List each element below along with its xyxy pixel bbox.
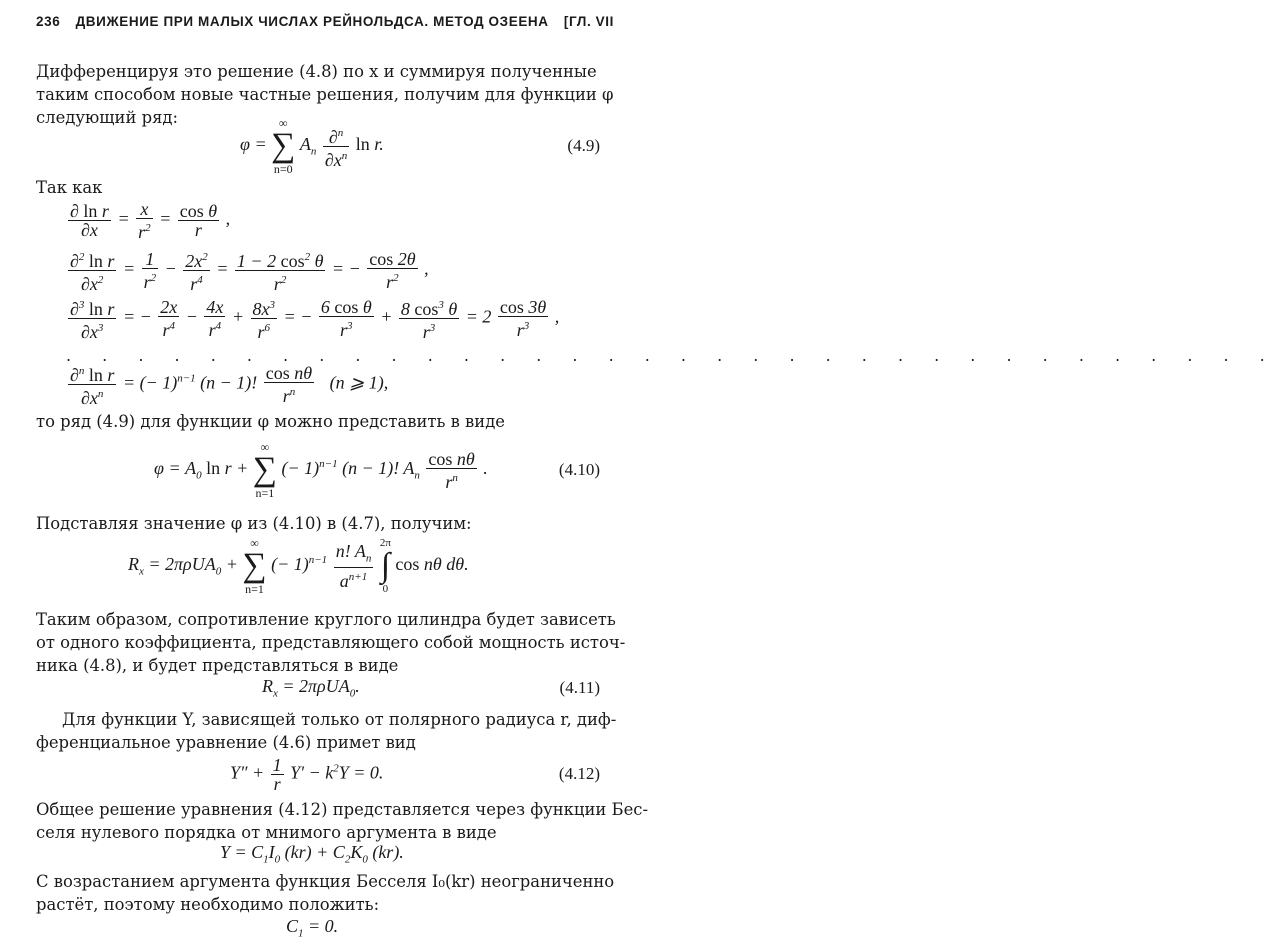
equation-4-10: $\varphi = A_0$ ln r + ∞ ∑ n=1 (− 1)$^{n-1}$ (n − 1)! $A_n$ $\frac{\text{cos nθ}}{r^n}$ . — [154, 440, 488, 500]
text-line: Таким образом, сопротивление круглого цилиндра будет зависеть — [36, 610, 616, 629]
derivative-equation-2: $\frac{\partial^2 \ln r}{\partial x^2}$ = $\frac{1}{r^2}$ − $\frac{2x^2}{r^4}$ = $\frac{1 - 2 \cos^2 \theta}{r^2}$ = − $\frac{\cos 2\theta}{r^2}$ , — [70, 249, 429, 294]
derivative-equation-3: $\frac{\partial^3 \ln r}{\partial x^3}$ = − $\frac{2x}{r^4}$ − $\frac{4x}{r^4}$ + $\frac{8x^3}{r^6}$ = − $\frac{\text{6 cos θ}}{r^3}$ + $\frac{8 \cos^3 \theta}{r^3}$ = 2 $\frac{\cos 3\theta}{r^3}$ , — [70, 297, 560, 342]
paragraph-6 — [36, 708, 617, 754]
text-line: ференциальное уравнение (4.6) примет вид — [36, 733, 416, 752]
paragraph-7 — [36, 798, 648, 844]
text-line: от одного коэффициента, представляющего собой мощность источ- — [36, 633, 626, 652]
constant-equation: $C_1 = 0$. — [286, 916, 339, 940]
equation-number-4-10: (4.10) — [558, 460, 600, 479]
paragraph-3 — [36, 410, 606, 433]
derivative-equation-n: $\frac{\partial^n \ln r}{\partial x^n}$ = (− 1)$^{n-1}$ (n − 1)! $\frac{\text{cos nθ}}{r^n}$ (n ⩾ 1), — [70, 363, 389, 408]
page-number: 236 — [36, 14, 61, 29]
paragraph-5 — [36, 608, 626, 677]
text-line: Общее решение уравнения (4.12) представляется через функции Бес- — [36, 800, 648, 819]
paragraph-4 — [36, 512, 606, 535]
paragraph-8 — [36, 870, 615, 916]
equation-number-4-11: (4.11) — [559, 678, 600, 697]
text-line: ника (4.8), и будет представляться в виде — [36, 656, 399, 675]
ellipsis-row: . . . . . . . . . . . . . . . . . . . . . . . . . . . . . . . . . . — [66, 346, 1278, 365]
text-line: Для функции Y, зависящей только от полярного радиуса r, диф- — [62, 710, 617, 729]
drag-equation: $R_x = 2\pi\rho UA_0$ + ∞ ∑ n=1 (− 1)$^{n-1}$ $\frac{n! A_n}{a^{n+1}}$ 2π ∫ 0 cos nθ dθ. — [128, 536, 469, 596]
running-title: ДВИЖЕНИЕ ПРИ МАЛЫХ ЧИСЛАХ РЕЙНОЛЬДСА. МЕТОД ОЗЕЕНА — [75, 14, 549, 29]
equation-4-11: $R_x = 2\pi\rho UA_0$. — [262, 676, 360, 700]
paragraph-2 — [36, 176, 606, 199]
text-line: то ряд (4.9) для функции φ можно представить в виде — [36, 412, 505, 431]
general-solution-equation: $Y = C_1I_0$ $(kr) + C_2K_0$ (kr). — [220, 842, 404, 866]
derivative-equation-1: $\frac{\text{∂ ln r}}{\partial x}$ = $\frac{x}{r^2}$ = $\frac{\text{cos θ}}{r}$ , — [70, 199, 231, 242]
equation-number-4-12: (4.12) — [558, 764, 600, 783]
text-line: Подставляя значение φ из (4.10) в (4.7), получим: — [36, 514, 472, 533]
text-line: Дифференцируя это решение (4.8) по x и суммируя полученные — [36, 62, 597, 81]
text-line: Так как — [36, 178, 103, 197]
chapter-label: [ГЛ. VII — [563, 14, 614, 29]
text-line: следующий ряд: — [36, 108, 179, 127]
text-line: таким способом новые частные решения, получим для функции φ — [36, 85, 614, 104]
text-line: С возрастанием аргумента функция Бесселя I₀(kr) неограниченно — [36, 872, 615, 891]
equation-4-12: Y″ + $\frac{1}{r}$ $Y' - k^2Y = 0$. — [230, 755, 384, 794]
running-header — [36, 14, 614, 29]
text-line: растёт, поэтому необходимо положить: — [36, 895, 380, 914]
text-line: селя нулевого порядка от мнимого аргумента в виде — [36, 823, 497, 842]
equation-number-4-9: (4.9) — [567, 136, 600, 155]
equation-4-9: φ = ∞ ∑ n=0 $A_n$ $\frac{\partial^n}{\partial x^n}$ ln r. — [240, 116, 384, 176]
